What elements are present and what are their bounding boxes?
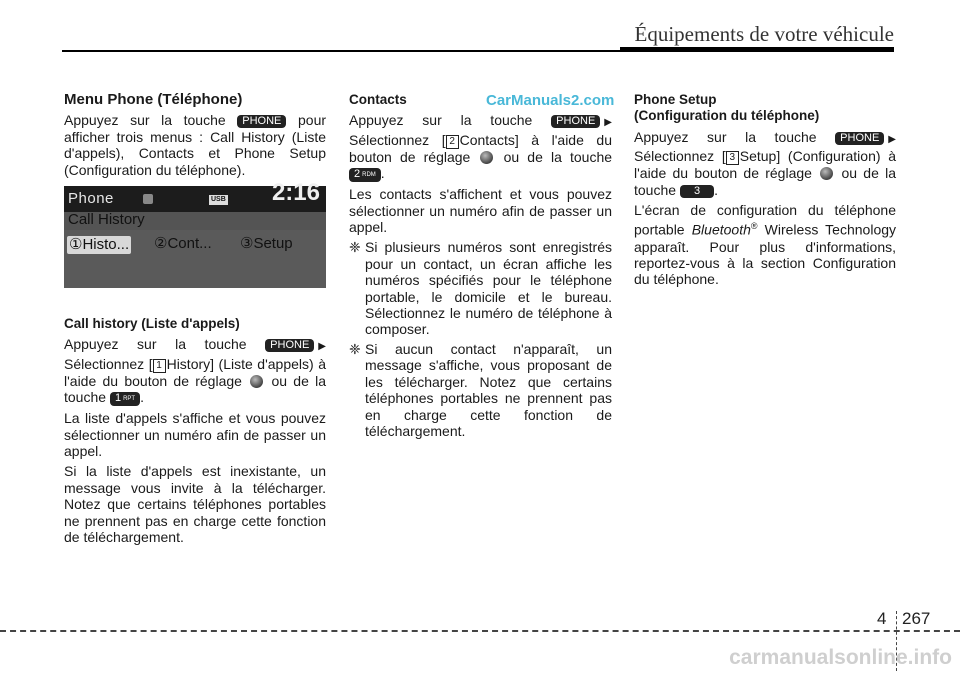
- watermark-carmanuals2[interactable]: CarManuals2.com: [486, 92, 615, 109]
- number-box-icon: 1: [153, 359, 166, 373]
- arrow-right-icon: ▶: [318, 341, 326, 353]
- preset-3-button-label: 3: [680, 185, 714, 198]
- setup-text: L'écran de configuration du téléphone portable: [634, 202, 896, 239]
- intro-text: Appuyez sur la touche: [64, 112, 226, 129]
- screen-clock: 2:16: [271, 179, 320, 207]
- screen-tab-phone: Phone: [68, 190, 114, 208]
- note-text: Si plusieurs numéros sont enregistrés pour un contact, un écran affiche les numéros spécifiés pour le téléphone portable, le domicile et le bureau. Sélectionnez le numéro de téléphone à composer.: [365, 239, 612, 338]
- heading-phone-setup: [634, 92, 896, 125]
- section-title: Équipements de votre véhicule: [634, 22, 894, 46]
- arrow-right-icon: ▶: [888, 133, 896, 145]
- note-mark-icon: ❈: [349, 239, 361, 256]
- note-mark-icon: ❈: [349, 340, 361, 357]
- number-box-icon: 2: [446, 135, 459, 149]
- tune-knob-icon: [820, 167, 833, 180]
- step-text: Sélectionnez [: [634, 148, 726, 165]
- column-left: [64, 92, 326, 550]
- paragraph-setup-screen: [634, 202, 896, 288]
- step-text: Appuyez sur la touche: [349, 112, 533, 129]
- column-right: [634, 92, 896, 292]
- note-multiple-numbers: [349, 239, 612, 337]
- heading-line-1: Phone Setup: [634, 92, 717, 107]
- footer-rule: [0, 630, 960, 632]
- tune-knob-icon: [250, 375, 263, 388]
- rpt-button-label: [110, 392, 140, 406]
- paragraph-intro: [64, 112, 326, 178]
- note-no-contacts: [349, 341, 612, 439]
- rdm-button-text: RDM: [362, 172, 376, 179]
- number-box-icon: 3: [726, 151, 739, 165]
- contacts-notes: [349, 239, 612, 439]
- paragraph-contacts-steps: Appuyez sur la touche PHONE ▶ Sélectionnez [ 2 Contacts] à l'aide du bouton de réglage ou de la touche 2 RDM .: [349, 112, 613, 182]
- step-text: History] (Liste d'appels) à l'aide du bouton de réglage: [64, 355, 326, 389]
- step-text: ou de la touche: [503, 148, 613, 165]
- arrow-right-icon: ▶: [604, 117, 612, 129]
- step-text: Appuyez sur la touche: [634, 128, 817, 145]
- heading-contacts: Contacts: [349, 92, 407, 107]
- paragraph-contacts-display: Les contacts s'affichent et vous pouvez sélectionner un numéro afin de passer un appel.: [349, 186, 612, 236]
- step-text: Contacts] à l'aide du bouton de réglage: [349, 131, 612, 165]
- setup-text: Wireless Technology apparaît. Pour plus d'informations, reportez-vous à la section Configuration du téléphone.: [634, 222, 897, 288]
- paragraph-call-download: Si la liste d'appels est inexistante, un message vous invite à la télécharger. Notez que certains téléphones portables ne prennent pas en charge cette fonction de téléchargement.: [64, 463, 326, 546]
- screen-status-bar: [64, 179, 326, 212]
- page-number: 267: [902, 609, 931, 628]
- step-text: ou de la touche: [634, 165, 897, 198]
- paragraph-setup-steps: Appuyez sur la touche PHONE ▶ Sélectionnez [ 3 Setup] (Configuration) à l'aide du bouton de réglage ou de la touche 3 .: [634, 128, 897, 198]
- usb-icon: USB: [211, 196, 226, 204]
- tune-knob-icon: [480, 151, 493, 164]
- screen-menu-history: ①Histo...: [69, 236, 130, 254]
- phone-button-label: PHONE: [551, 115, 600, 128]
- screen-title: Call History: [68, 211, 145, 229]
- screen-menu-contacts: ②Cont...: [154, 235, 212, 253]
- paragraph-call-list: La liste d'appels s'affiche et vous pouvez sélectionner un numéro afin de passer un appel.: [64, 410, 326, 460]
- bluetooth-icon: [143, 194, 153, 204]
- rdm-button-number: 2: [354, 168, 361, 181]
- screen-menu-setup: ③Setup: [240, 235, 293, 253]
- step-text: Setup] (Configuration) à l'aide du bouton de réglage: [634, 148, 896, 182]
- heading-call-history: Call history (Liste d'appels): [64, 316, 240, 332]
- header-rule-accent: [620, 47, 894, 52]
- registered-mark: ®: [750, 221, 758, 232]
- step-text: ou de la touche: [64, 372, 327, 406]
- column-middle: [349, 92, 615, 442]
- phone-button-label: PHONE: [835, 132, 884, 145]
- bluetooth-text: Bluetooth: [691, 222, 751, 239]
- screen-menu: [64, 230, 326, 288]
- step-text: Appuyez sur la touche: [64, 336, 247, 353]
- watermark-carmanualsonline[interactable]: carmanualsonline.info: [729, 646, 952, 669]
- intro-text-cont: pour afficher trois menus : Call History (Liste d'appels), Contacts et Phone Setup (Configuration du téléphone).: [64, 112, 327, 178]
- step-text: Sélectionnez [: [349, 131, 446, 148]
- phone-button-label: PHONE: [265, 339, 314, 352]
- rdm-button-label: [349, 168, 381, 182]
- phone-screen-image: [64, 179, 326, 288]
- screen-title-row: [64, 212, 326, 230]
- rpt-button-number: 1: [114, 392, 122, 405]
- rpt-button-text: RPT: [123, 396, 136, 403]
- paragraph-call-history-steps: Appuyez sur la touche PHONE ▶ Sélectionnez [ 1 History] (Liste d'appels) à l'aide du bouton de réglage ou de la touche 1 RPT .: [64, 336, 327, 406]
- heading-menu-phone: Menu Phone (Téléphone): [64, 91, 243, 108]
- phone-button-label: PHONE: [237, 115, 286, 128]
- heading-line-2: (Configuration du téléphone): [634, 108, 820, 124]
- step-text: Sélectionnez [: [64, 355, 153, 372]
- chapter-number: 4: [877, 609, 887, 628]
- note-text: Si aucun contact n'apparaît, un message s'affiche, vous proposant de les télécharger. Notez que certains téléphones portables ne prennent pas en charge cette fonction de téléchargement.: [365, 340, 612, 439]
